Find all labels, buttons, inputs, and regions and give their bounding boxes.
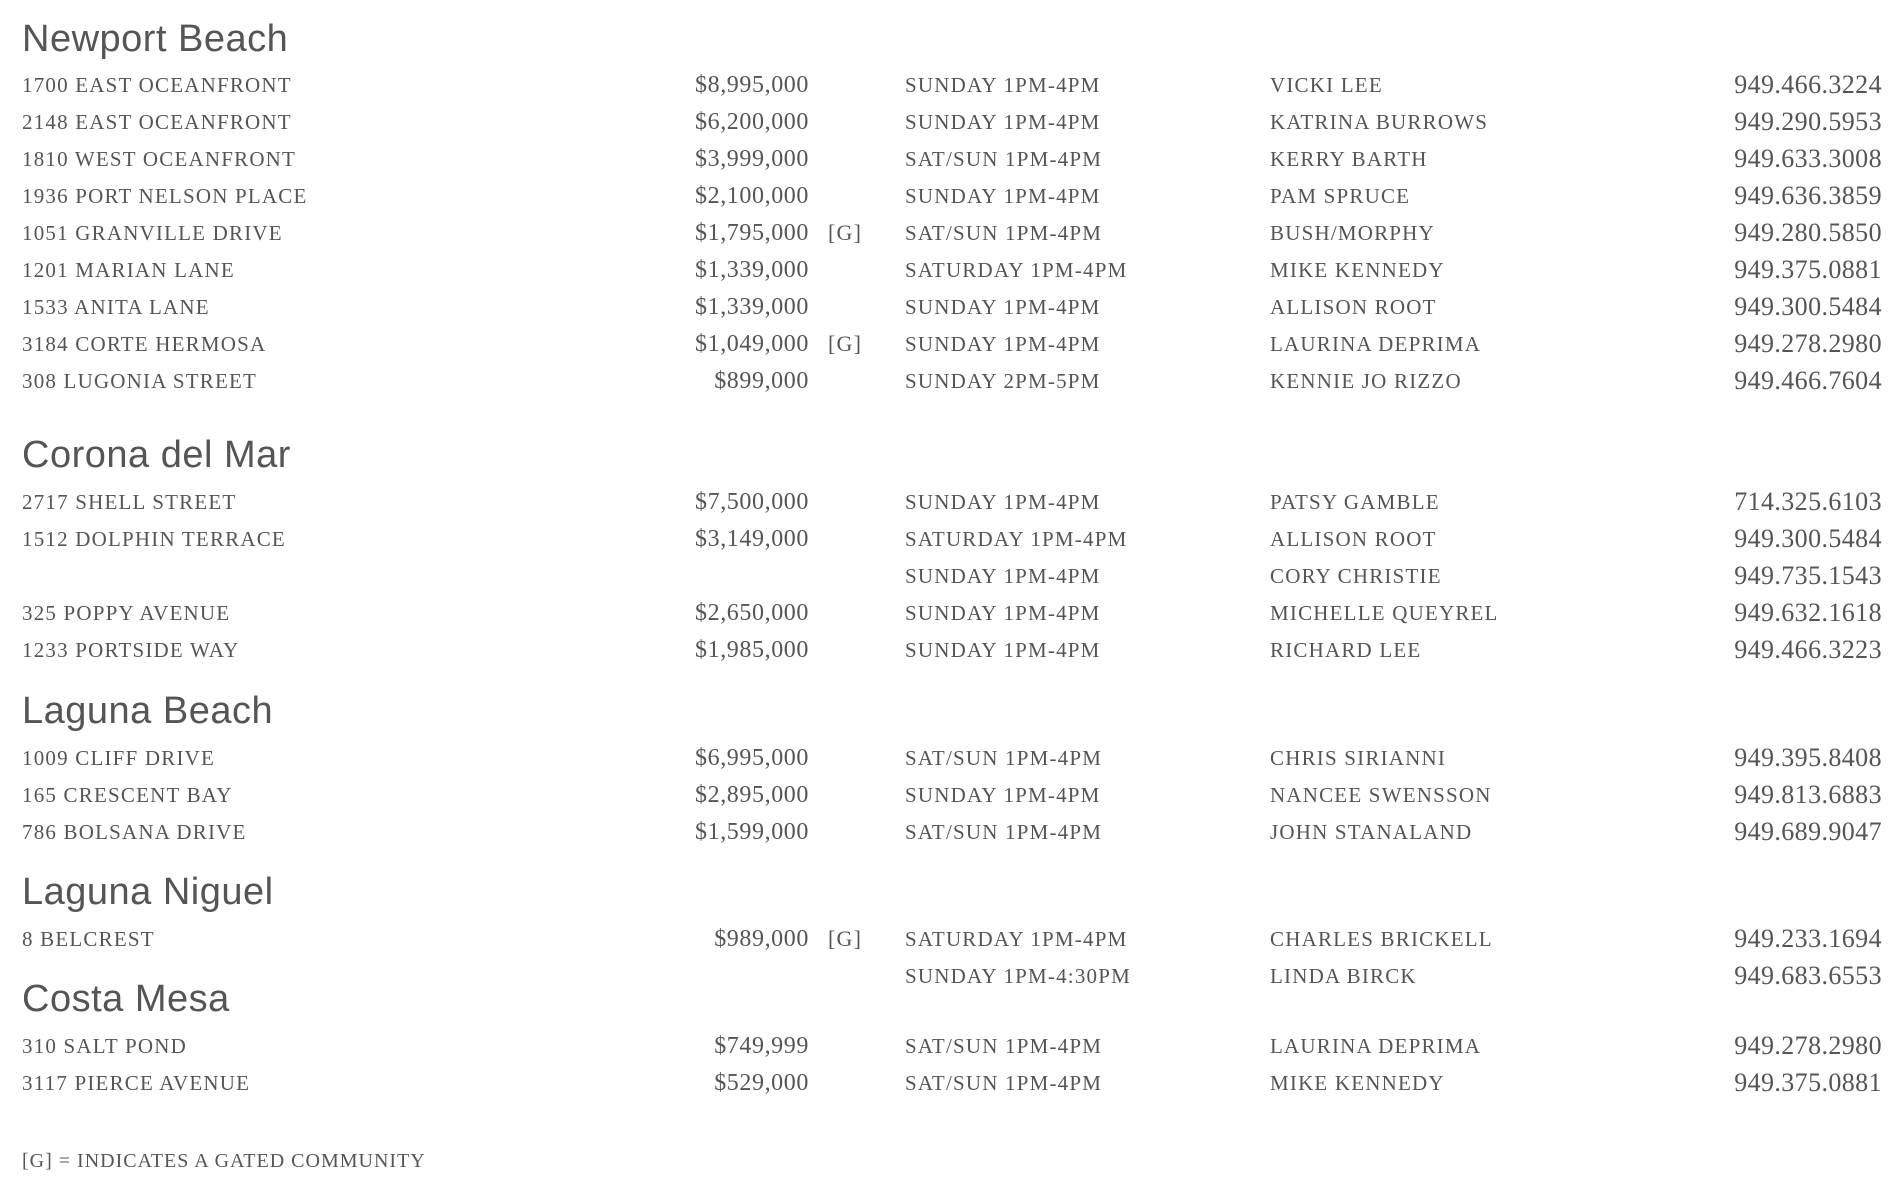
open-house-time: SUNDAY 1PM-4PM <box>905 601 1101 625</box>
listing-address: 3117 PIERCE AVENUE <box>22 1071 251 1095</box>
section-title-newport-beach: Newport Beach <box>22 18 289 60</box>
listing-address: 3184 CORTE HERMOSA <box>22 332 267 356</box>
section-title-laguna-niguel: Laguna Niguel <box>22 871 274 913</box>
agent-phone: 949.683.6553 <box>1734 961 1882 990</box>
section-title-costa-mesa: Costa Mesa <box>22 978 230 1020</box>
agent-phone: 949.300.5484 <box>1734 292 1882 321</box>
agent-name: CHARLES BRICKELL <box>1270 927 1493 951</box>
agent-name: KENNIE JO RIZZO <box>1270 369 1462 393</box>
listing-row <box>22 141 1882 177</box>
open-house-time: SAT/SUN 1PM-4PM <box>905 147 1103 171</box>
agent-phone: 949.375.0881 <box>1734 255 1882 284</box>
listing-row <box>22 104 1882 140</box>
open-house-time: SUNDAY 1PM-4PM <box>905 110 1101 134</box>
agent-phone: 949.466.3223 <box>1734 635 1882 664</box>
listing-row <box>22 740 1882 776</box>
gated-marker: [G] <box>828 220 863 245</box>
open-house-time: SATURDAY 1PM-4PM <box>905 258 1128 282</box>
open-house-time: SAT/SUN 1PM-4PM <box>905 221 1103 245</box>
open-house-time: SUNDAY 1PM-4PM <box>905 783 1101 807</box>
listing-address: 8 BELCREST <box>22 927 155 951</box>
agent-phone: 949.290.5953 <box>1734 107 1882 136</box>
listing-price: $6,995,000 <box>695 745 809 771</box>
gated-marker: [G] <box>828 331 863 356</box>
open-house-time: SAT/SUN 1PM-4PM <box>905 1034 1103 1058</box>
listing-address: 1201 MARIAN LANE <box>22 258 235 282</box>
listing-address: 165 CRESCENT BAY <box>22 783 233 807</box>
agent-phone: 949.636.3859 <box>1734 181 1882 210</box>
listing-address: 1233 PORTSIDE WAY <box>22 638 240 662</box>
listing-row <box>22 252 1882 288</box>
agent-name: MIKE KENNEDY <box>1270 258 1445 282</box>
listing-address: 1810 WEST OCEANFRONT <box>22 147 297 171</box>
agent-phone: 949.280.5850 <box>1734 218 1882 247</box>
gated-marker: [G] <box>828 926 863 951</box>
agent-phone: 949.300.5484 <box>1734 524 1882 553</box>
section-title-laguna-beach: Laguna Beach <box>22 690 274 732</box>
agent-phone: 949.633.3008 <box>1734 144 1882 173</box>
listing-address: 2717 SHELL STREET <box>22 490 237 514</box>
open-house-time: SAT/SUN 1PM-4PM <box>905 746 1103 770</box>
agent-name: CHRIS SIRIANNI <box>1270 746 1447 770</box>
open-house-time: SUNDAY 2PM-5PM <box>905 369 1101 393</box>
open-house-time: SAT/SUN 1PM-4PM <box>905 1071 1103 1095</box>
listing-row <box>22 1028 1882 1064</box>
agent-name: LINDA BIRCK <box>1270 964 1417 988</box>
agent-name: ALLISON ROOT <box>1270 295 1437 319</box>
listing-row <box>22 558 1882 594</box>
listing-price: $3,149,000 <box>695 526 809 552</box>
open-house-time: SUNDAY 1PM-4PM <box>905 638 1101 662</box>
listing-row <box>22 326 1882 362</box>
listing-price: $1,049,000 <box>695 331 809 357</box>
agent-phone: 949.278.2980 <box>1734 1031 1882 1060</box>
listing-price: $899,000 <box>714 368 809 394</box>
listing-row <box>22 178 1882 214</box>
listing-row <box>22 215 1882 251</box>
open-house-time: SATURDAY 1PM-4PM <box>905 927 1128 951</box>
agent-name: KERRY BARTH <box>1270 147 1428 171</box>
open-house-time: SATURDAY 1PM-4PM <box>905 527 1128 551</box>
open-house-time: SUNDAY 1PM-4PM <box>905 490 1101 514</box>
agent-phone: 949.233.1694 <box>1734 924 1882 953</box>
listing-row <box>22 1065 1882 1101</box>
agent-phone: 949.395.8408 <box>1734 743 1882 772</box>
listing-row <box>22 67 1882 103</box>
agent-name: ALLISON ROOT <box>1270 527 1437 551</box>
open-house-time: SAT/SUN 1PM-4PM <box>905 820 1103 844</box>
listing-price: $8,995,000 <box>695 72 809 98</box>
listing-address: 308 LUGONIA STREET <box>22 369 258 393</box>
gated-community-footnote: [G] = INDICATES A GATED COMMUNITY <box>22 1150 426 1172</box>
open-house-time: SUNDAY 1PM-4PM <box>905 184 1101 208</box>
agent-name: LAURINA DEPRIMA <box>1270 332 1482 356</box>
listing-price: $1,339,000 <box>695 257 809 283</box>
listing-price: $1,985,000 <box>695 637 809 663</box>
agent-name: KATRINA BURROWS <box>1270 110 1489 134</box>
listing-address: 310 SALT POND <box>22 1034 187 1058</box>
agent-name: PATSY GAMBLE <box>1270 490 1440 514</box>
listing-row <box>22 521 1882 557</box>
agent-name: RICHARD LEE <box>1270 638 1422 662</box>
open-house-time: SUNDAY 1PM-4:30PM <box>905 964 1131 988</box>
listing-row <box>22 958 1882 994</box>
agent-phone: 949.632.1618 <box>1734 598 1882 627</box>
agent-name: MICHELLE QUEYREL <box>1270 601 1499 625</box>
agent-phone: 949.466.7604 <box>1734 366 1882 395</box>
listing-row <box>22 777 1882 813</box>
agent-phone: 949.735.1543 <box>1734 561 1882 590</box>
listing-price: $529,000 <box>714 1070 809 1096</box>
listing-price: $1,339,000 <box>695 294 809 320</box>
listing-row <box>22 595 1882 631</box>
agent-name: NANCEE SWENSSON <box>1270 783 1492 807</box>
listing-row <box>22 363 1882 399</box>
listing-row <box>22 814 1882 850</box>
agent-name: PAM SPRUCE <box>1270 184 1411 208</box>
listing-price: $1,599,000 <box>695 819 809 845</box>
agent-phone: 949.466.3224 <box>1734 70 1882 99</box>
agent-name: CORY CHRISTIE <box>1270 564 1442 588</box>
listing-address: 1009 CLIFF DRIVE <box>22 746 216 770</box>
listing-address: 1936 PORT NELSON PLACE <box>22 184 308 208</box>
section-title-corona-del-mar: Corona del Mar <box>22 434 291 476</box>
agent-name: LAURINA DEPRIMA <box>1270 1034 1482 1058</box>
agent-phone: 949.278.2980 <box>1734 329 1882 358</box>
agent-name: VICKI LEE <box>1270 73 1383 97</box>
listing-price: $989,000 <box>714 926 809 952</box>
open-house-time: SUNDAY 1PM-4PM <box>905 564 1101 588</box>
listing-address: 1533 ANITA LANE <box>22 295 210 319</box>
open-house-time: SUNDAY 1PM-4PM <box>905 295 1101 319</box>
listing-row <box>22 484 1882 520</box>
agent-phone: 949.375.0881 <box>1734 1068 1882 1097</box>
agent-phone: 949.813.6883 <box>1734 780 1882 809</box>
listing-price: $3,999,000 <box>695 146 809 172</box>
agent-name: JOHN STANALAND <box>1270 820 1473 844</box>
listing-address: 786 BOLSANA DRIVE <box>22 820 247 844</box>
listing-price: $6,200,000 <box>695 109 809 135</box>
listing-row <box>22 921 1882 957</box>
open-house-time: SUNDAY 1PM-4PM <box>905 332 1101 356</box>
listing-price: $2,100,000 <box>695 183 809 209</box>
listing-address: 2148 EAST OCEANFRONT <box>22 110 292 134</box>
agent-phone: 714.325.6103 <box>1734 487 1882 516</box>
listing-price: $7,500,000 <box>695 489 809 515</box>
listing-address: 325 POPPY AVENUE <box>22 601 231 625</box>
listing-row <box>22 289 1882 325</box>
listing-address: 1512 DOLPHIN TERRACE <box>22 527 286 551</box>
agent-name: BUSH/MORPHY <box>1270 221 1435 245</box>
agent-name: MIKE KENNEDY <box>1270 1071 1445 1095</box>
agent-phone: 949.689.9047 <box>1734 817 1882 846</box>
listing-address: 1700 EAST OCEANFRONT <box>22 73 292 97</box>
listing-price: $749,999 <box>714 1033 809 1059</box>
listing-price: $1,795,000 <box>695 220 809 246</box>
listing-row <box>22 632 1882 668</box>
listing-address: 1051 GRANVILLE DRIVE <box>22 221 283 245</box>
listing-price: $2,650,000 <box>695 600 809 626</box>
listing-price: $2,895,000 <box>695 782 809 808</box>
open-house-time: SUNDAY 1PM-4PM <box>905 73 1101 97</box>
